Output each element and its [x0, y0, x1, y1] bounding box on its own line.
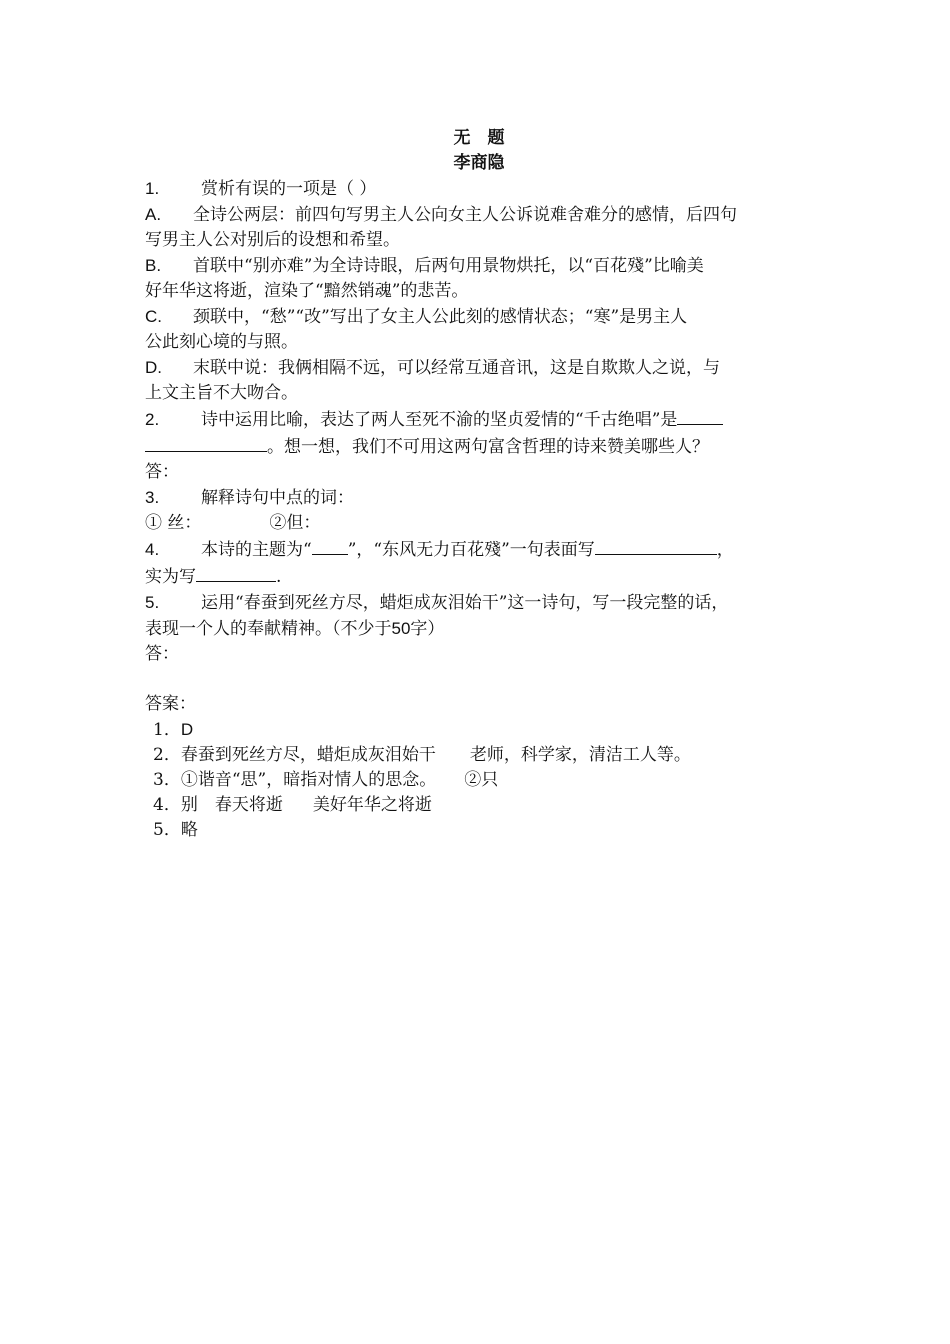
question-1	[145, 176, 813, 202]
option-b-line2: 好年华这将逝，渲染了“黯然销魂”的悲苦。	[145, 281, 469, 301]
answer-item-2	[145, 743, 813, 768]
answer-number: 2．	[153, 745, 181, 765]
question-number: 5.	[145, 593, 160, 612]
option-text: 全诗公两层：前四句写男主人公向女主人公诉说难舍难分的感情，后四句	[193, 205, 737, 225]
question-stem: 赏析有误的一项是（ ）	[201, 179, 377, 199]
question-text: 本诗的主题为“	[201, 540, 312, 560]
option-c-line1	[145, 304, 813, 330]
question-4-line1	[145, 536, 813, 563]
answer-text: D	[180, 720, 194, 739]
question-text: 运用“春蚕到死丝方尽，蜡炬成灰泪始干”这一诗句，写一段完整的话，	[201, 593, 729, 613]
answer-number: 3．	[153, 770, 181, 790]
option-text: 颈联中，“愁”“改”写出了女主人公此刻的感情状态；“寒”是男主人	[193, 307, 688, 327]
item-1: ① 丝：	[145, 513, 202, 533]
option-text: 末联中说：我俩相隔不远，可以经常互通音讯，这是自欺欺人之说，与	[193, 358, 720, 378]
answer-item-4	[145, 793, 813, 818]
answer-number: 1．	[153, 720, 181, 740]
question-number: 2.	[145, 410, 160, 429]
question-3-items	[145, 511, 813, 536]
question-text: 表现一个人的奉献精神。（不少于	[145, 619, 392, 639]
answer-text: ①谐音“思”，暗指对情人的思念。	[180, 770, 437, 790]
option-b-line1	[145, 253, 813, 279]
answer-extra: ②只	[464, 770, 499, 790]
question-text: .	[276, 567, 282, 587]
option-a-line2: 写男主人公对别后的设想和希望。	[145, 230, 400, 250]
answer-number: 4．	[153, 795, 181, 815]
question-number: 4.	[145, 540, 160, 559]
answer-label: 答：	[145, 644, 179, 664]
question-3	[145, 485, 813, 511]
question-2-line2	[145, 433, 813, 460]
answer-blank	[312, 536, 348, 555]
answer-blank	[145, 433, 267, 452]
option-label: B.	[145, 256, 162, 275]
answer-blank	[595, 536, 717, 555]
question-text: 诗中运用比喻，表达了两人至死不渝的坚贞爱情的“千古绝唱”是	[201, 410, 678, 430]
answer-text: 春蚕到死丝方尽，蜡炬成灰泪始干	[180, 745, 436, 765]
option-label: C.	[145, 307, 162, 326]
option-c-line2: 公此刻心境的与照。	[145, 332, 298, 352]
answer-extra: 美好年华之将逝	[312, 795, 432, 815]
option-d-line2: 上文主旨不大吻合。	[145, 383, 298, 403]
question-text: 实为写	[145, 567, 196, 587]
poem-author: 李商隐	[453, 153, 505, 173]
answer-item-3	[145, 768, 813, 793]
answer-text: 别 春天将逝	[180, 795, 283, 815]
answer-label: 答：	[145, 462, 179, 482]
item-2: ②但：	[269, 513, 321, 533]
question-stem: 解释诗句中点的词：	[201, 488, 354, 508]
question-text: 字）	[410, 619, 445, 639]
answer-extra: 老师，科学家，清洁工人等。	[469, 745, 691, 765]
document-content	[145, 126, 813, 843]
question-4-line2	[145, 563, 813, 590]
question-5-line1	[145, 590, 813, 616]
word-count: 50	[391, 619, 411, 638]
option-label: D.	[145, 358, 162, 377]
question-text: ，	[716, 540, 734, 560]
option-d-line1	[145, 355, 813, 381]
question-text: ”，“东风无力百花殘”一句表面写	[347, 540, 595, 560]
option-text: 首联中“别亦难”为全诗诗眼，后两句用景物烘托，以“百花殘”比喻美	[193, 256, 704, 276]
question-2-line1	[145, 406, 813, 433]
answer-item-5	[145, 818, 813, 843]
question-number: 1.	[145, 179, 160, 198]
answer-item-1	[145, 717, 813, 743]
question-number: 3.	[145, 488, 160, 507]
answer-blank	[677, 406, 723, 425]
answer-blank	[196, 563, 276, 582]
answer-text: 略	[180, 820, 198, 840]
answers-heading: 答案：	[145, 694, 196, 714]
option-a-line1	[145, 202, 813, 228]
poem-title: 无 题	[453, 128, 505, 148]
option-label: A.	[145, 205, 162, 224]
answer-number: 5．	[153, 820, 181, 840]
question-5-line2	[145, 616, 813, 642]
question-text: 。想一想，我们不可用这两句富含哲理的诗来赞美哪些人？	[267, 437, 709, 457]
